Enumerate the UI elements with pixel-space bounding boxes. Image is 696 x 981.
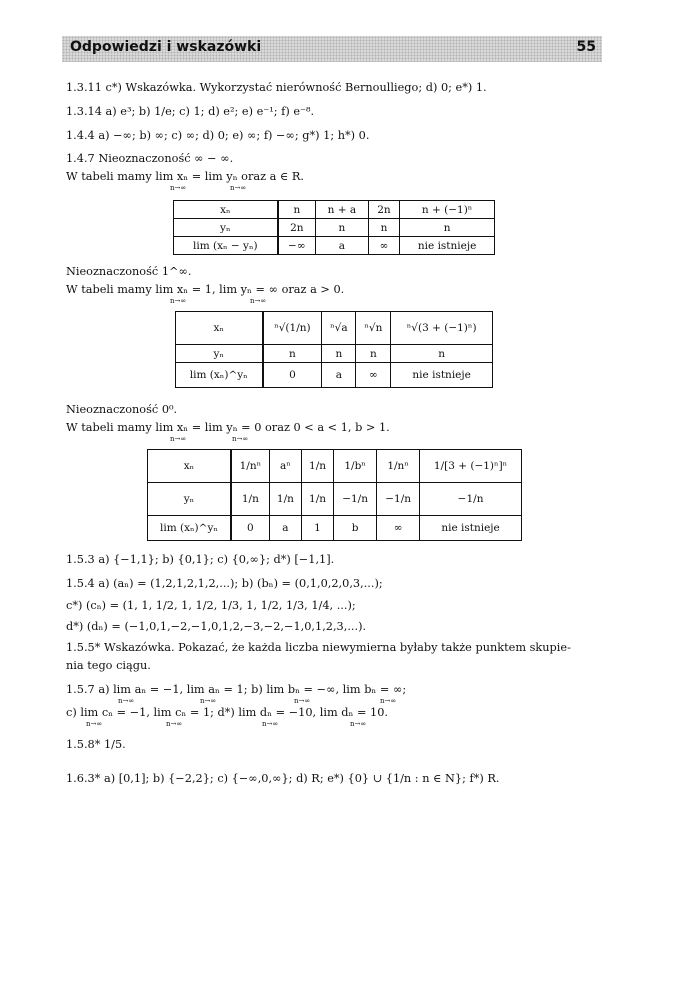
table-cell: ⁿ√a [322, 312, 356, 345]
table-cell: 1/[3 + (−1)ⁿ]ⁿ [420, 450, 522, 483]
table-cell: ⁿ√(3 + (−1)ⁿ) [391, 312, 493, 345]
indeterminate-0-0: Nieoznaczoność 0⁰. [66, 403, 178, 416]
table-cell: xₙ [148, 450, 231, 483]
table-cell: nie istnieje [420, 516, 522, 541]
lim-subscript: n→∞ [380, 697, 397, 705]
lim-subscript: n→∞ [170, 435, 187, 443]
table-1 [173, 200, 495, 255]
table-row [148, 483, 522, 516]
table-cell: a [316, 237, 369, 255]
table-cell: n [400, 219, 495, 237]
table1-intro: W tabeli mamy lim xₙ = lim yₙ oraz a ∈ R. [66, 170, 305, 183]
answer-1-5-8: 1.5.8* 1/5. [66, 738, 126, 751]
table-row [174, 237, 495, 255]
answer-1-5-4-c: c*) (cₙ) = (1, 1, 1/2, 1, 1/2, 1/3, 1, 1/2, 1/3, 1/4, ...); [66, 599, 356, 612]
table-cell: b [334, 516, 377, 541]
table-cell: 1/nⁿ [377, 450, 420, 483]
lim-subscript: n→∞ [262, 720, 279, 728]
answer-1-6-3: 1.6.3* a) [0,1]; b) {−2,2}; c) {−∞,0,∞}; d) R; e*) {0} ∪ {1/n : n ∈ N}; f*) R. [66, 772, 500, 785]
table-cell: yₙ [176, 345, 263, 363]
table-cell: xₙ [176, 312, 263, 345]
lim-subscript: n→∞ [250, 297, 267, 305]
table-cell: 2n [368, 201, 400, 219]
table-cell: 0 [263, 363, 322, 388]
table-cell: n + (−1)ⁿ [400, 201, 495, 219]
table-cell: yₙ [174, 219, 278, 237]
answer-1-5-5-cont: nia tego ciągu. [66, 659, 151, 672]
table-cell: yₙ [148, 483, 231, 516]
table-cell: lim (xₙ − yₙ) [174, 237, 278, 255]
table-row [174, 201, 495, 219]
table-cell: n [263, 345, 322, 363]
table-cell: 0 [231, 516, 269, 541]
answer-1-4-7: 1.4.7 Nieoznaczoność ∞ − ∞. [66, 152, 234, 165]
table-cell: ∞ [368, 237, 400, 255]
table-cell: n [316, 219, 369, 237]
table-cell: 1/n [301, 450, 333, 483]
table-cell: ∞ [377, 516, 420, 541]
table-2 [175, 311, 493, 388]
table-cell: −1/n [334, 483, 377, 516]
table-row [176, 312, 493, 345]
table2-intro: W tabeli mamy lim xₙ = 1, lim yₙ = ∞ oraz a > 0. [66, 283, 345, 296]
table-cell: 1/bⁿ [334, 450, 377, 483]
table-cell: −1/n [420, 483, 522, 516]
table-cell: a [322, 363, 356, 388]
indeterminate-1-inf: Nieoznaczoność 1^∞. [66, 265, 192, 278]
table-3 [147, 449, 522, 541]
answer-1-5-7: 1.5.7 a) lim aₙ = −1, lim aₙ = 1; b) lim bₙ = −∞, lim bₙ = ∞; [66, 683, 407, 696]
table-cell: 1/n [231, 483, 269, 516]
table-cell: n [322, 345, 356, 363]
table-cell: lim (xₙ)^yₙ [176, 363, 263, 388]
table-cell: 1 [301, 516, 333, 541]
table-cell: nie istnieje [391, 363, 493, 388]
lim-subscript: n→∞ [86, 720, 103, 728]
table-row [174, 219, 495, 237]
answer-1-3-11: 1.3.11 c*) Wskazówka. Wykorzystać nierówność Bernoulliego; d) 0; e*) 1. [66, 81, 487, 94]
table-cell: n [391, 345, 493, 363]
table-cell: lim (xₙ)^yₙ [148, 516, 231, 541]
table-cell: n [278, 201, 316, 219]
table-cell: 1/nⁿ [231, 450, 269, 483]
lim-subscript: n→∞ [166, 720, 183, 728]
answer-1-5-5: 1.5.5* Wskazówka. Pokazać, że każda liczba niewymierna byłaby także punktem skupie- [66, 641, 571, 654]
table-row [176, 363, 493, 388]
page-number: 55 [576, 39, 596, 55]
table-cell: ⁿ√(1/n) [263, 312, 322, 345]
lim-subscript: n→∞ [170, 184, 187, 192]
table-cell: 1/n [269, 483, 301, 516]
table-cell: aⁿ [269, 450, 301, 483]
table-cell: 1/n [301, 483, 333, 516]
answer-1-5-7-cd: c) lim cₙ = −1, lim cₙ = 1; d*) lim dₙ = −10, lim dₙ = 10. [66, 706, 388, 719]
lim-subscript: n→∞ [118, 697, 135, 705]
table-cell: ∞ [356, 363, 391, 388]
lim-subscript: n→∞ [232, 435, 249, 443]
table-cell: −∞ [278, 237, 316, 255]
lim-subscript: n→∞ [294, 697, 311, 705]
answer-1-5-3: 1.5.3 a) {−1,1}; b) {0,1}; c) {0,∞}; d*) [−1,1]. [66, 553, 335, 566]
lim-subscript: n→∞ [200, 697, 217, 705]
table-cell: 2n [278, 219, 316, 237]
table-row [148, 516, 522, 541]
lim-subscript: n→∞ [170, 297, 187, 305]
table-cell: n [356, 345, 391, 363]
lim-subscript: n→∞ [230, 184, 247, 192]
table-cell: −1/n [377, 483, 420, 516]
running-header [62, 36, 602, 62]
table-cell: n [368, 219, 400, 237]
table-cell: n + a [316, 201, 369, 219]
table3-intro: W tabeli mamy lim xₙ = lim yₙ = 0 oraz 0 < a < 1, b > 1. [66, 421, 390, 434]
table-row [176, 345, 493, 363]
header-title: Odpowiedzi i wskazówki [70, 39, 262, 55]
answer-1-5-4-d: d*) (dₙ) = (−1,0,1,−2,−1,0,1,2,−3,−2,−1,0,1,2,3,...). [66, 620, 367, 633]
table-cell: a [269, 516, 301, 541]
table-row [148, 450, 522, 483]
table-cell: ⁿ√n [356, 312, 391, 345]
answer-1-3-14: 1.3.14 a) e³; b) 1/e; c) 1; d) e²; e) e⁻¹; f) e⁻⁸. [66, 105, 315, 118]
answer-1-4-4: 1.4.4 a) −∞; b) ∞; c) ∞; d) 0; e) ∞; f) −∞; g*) 1; h*) 0. [66, 129, 370, 142]
lim-subscript: n→∞ [350, 720, 367, 728]
answer-1-5-4: 1.5.4 a) (aₙ) = (1,2,1,2,1,2,...); b) (bₙ) = (0,1,0,2,0,3,...); [66, 577, 383, 590]
table-cell: nie istnieje [400, 237, 495, 255]
table-cell: xₙ [174, 201, 278, 219]
